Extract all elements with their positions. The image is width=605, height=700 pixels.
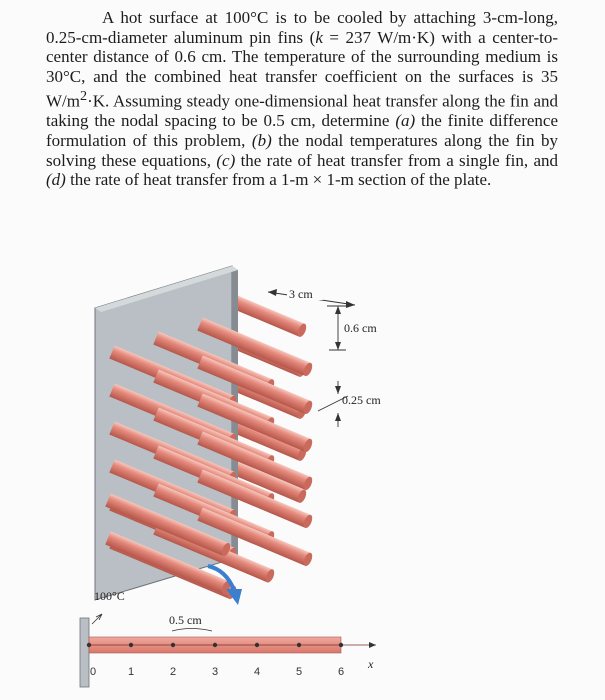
node-label: 4 [254, 666, 261, 678]
node-label: 0 [90, 666, 97, 678]
problem-statement: A hot surface at 100°C is to be cooled by attaching 3-cm-long, 0.25-cm-diameter aluminum pin fins (k = 237 W/m·K) with a center-to-center distance of 0.6 cm. The temperature of the surrounding medium is 30°C, and the combined heat transfer coefficient on the surfaces is 35 $W/m^2\cdot K$. Assuming steady one-dimensional heat transfer along the fin and taking the nodal spacing to be 0.5 cm, determine (a) the finite difference formulation of this problem, (b) the nodal temperatures along the fin by solving these equations, (c) the rate of heat transfer from a single fin, and (d) the rate of heat transfer from a 1-m × 1-m section of the plate. [46, 8, 559, 190]
node-marker [339, 643, 343, 647]
spacing-label: 0.6 cm [344, 321, 377, 335]
fin-schematic [80, 589, 376, 687]
node-marker [129, 643, 133, 647]
node-label: 6 [338, 666, 345, 678]
pin-diameter-dimension [318, 381, 381, 427]
pin-spacing-dimension [327, 306, 377, 350]
base-temp-label: 100°C [94, 589, 125, 603]
x-axis-label: x [368, 657, 374, 671]
node-label: 1 [128, 666, 135, 678]
fin-length-label: 3 cm [289, 287, 313, 301]
node-label: 2 [170, 666, 177, 678]
node-marker [213, 643, 217, 647]
node-label: 5 [296, 666, 303, 678]
node-spacing-label: 0.5 cm [169, 613, 202, 627]
fin-length-dimension [268, 287, 355, 308]
node-marker [171, 643, 175, 647]
node-label: 3 [212, 666, 219, 678]
node-marker [255, 643, 259, 647]
node-marker [87, 643, 91, 647]
diameter-label: 0.25 cm [342, 393, 381, 407]
node-marker [297, 643, 301, 647]
